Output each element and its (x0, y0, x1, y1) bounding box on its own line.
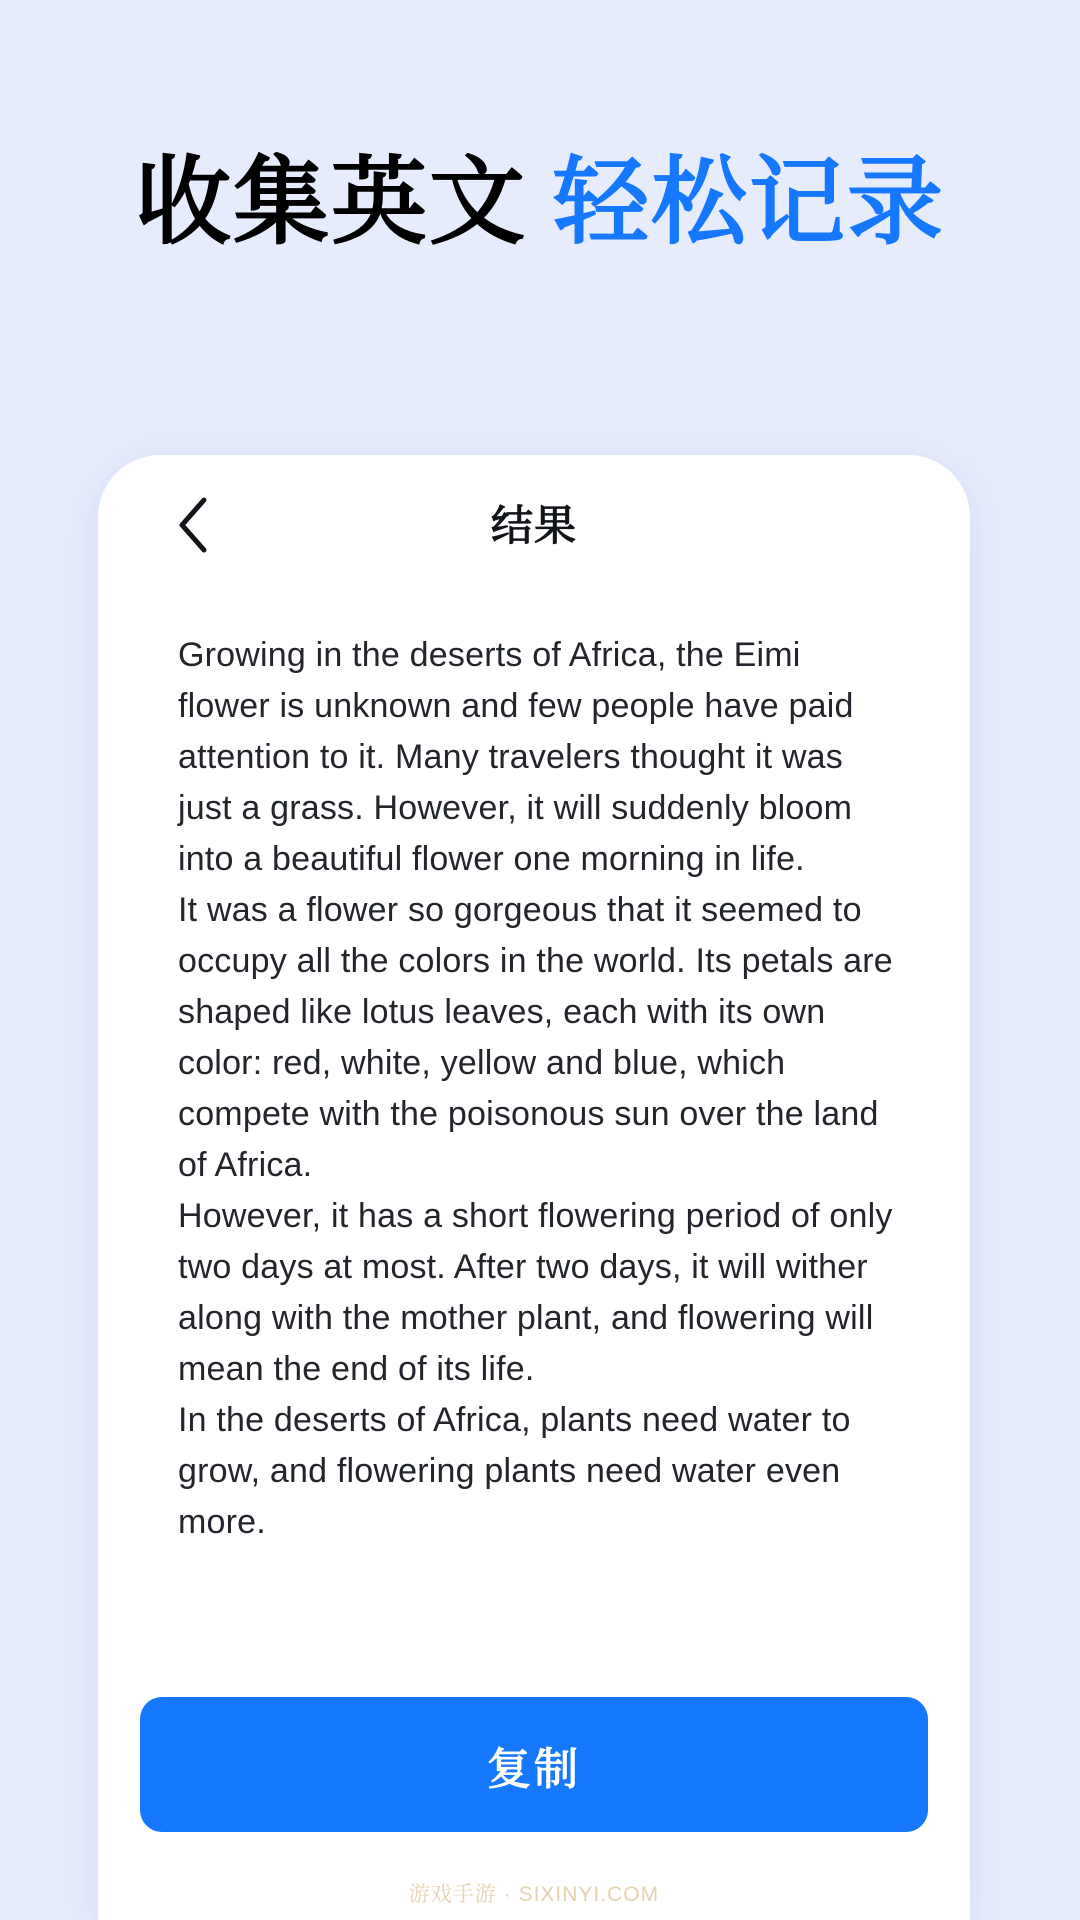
copy-button[interactable]: 复制 (140, 1697, 928, 1832)
result-text (178, 630, 894, 1548)
result-paragraph: Growing in the deserts of Africa, the Eimi flower is unknown and few people have paid attention to it. Many travelers thought it was just a grass. However, it will suddenly bloom into a beautiful flower one morning in life. (178, 636, 854, 878)
headline-blue-segment: 轻松记录 (553, 149, 945, 256)
phone-mockup (98, 455, 970, 1920)
page-headline (0, 148, 1080, 258)
headline-dark-segment: 收集英文 (135, 149, 527, 256)
result-paragraph: In the deserts of Africa, plants need water to grow, and flowering plants need water even more. (178, 1401, 851, 1541)
result-paragraph: It was a flower so gorgeous that it seemed to occupy all the colors in the world. Its petals are shaped like lotus leaves, each with its own color: red, white, yellow and blue, which compete with the poisonous sun over the land of Africa. (178, 891, 893, 1184)
watermark: 游戏手游 · SIXINYI.COM (408, 1883, 660, 1906)
app-bar (98, 455, 970, 605)
result-paragraph: However, it has a short flowering period of only two days at most. After two days, it will wither along with the mother plant, and flowering will mean the end of its life. (178, 1197, 893, 1388)
page-title: 结果 (490, 502, 577, 549)
